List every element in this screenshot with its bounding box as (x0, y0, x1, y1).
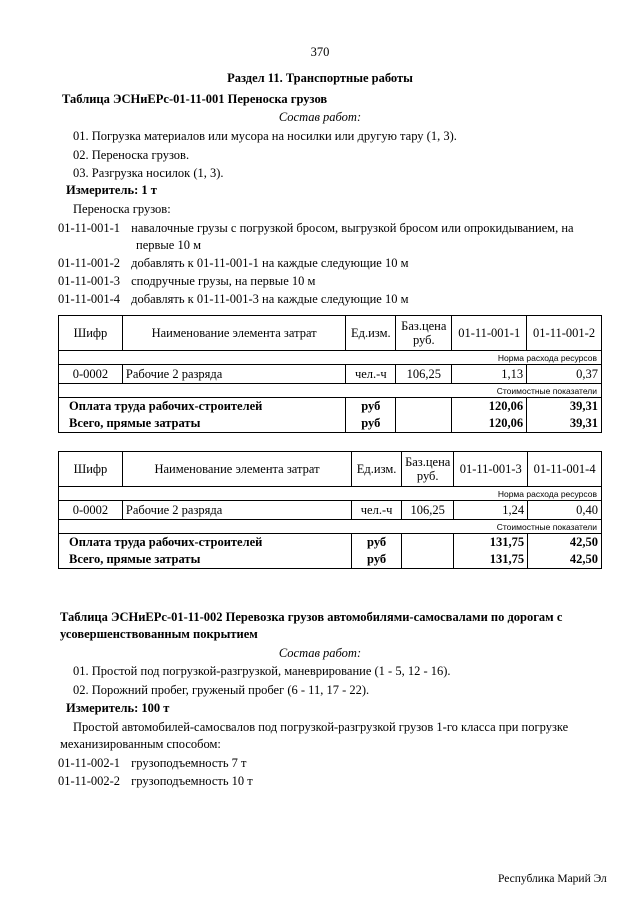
total-name: Оплата труда рабочих-строителей (59, 534, 352, 552)
item-code: 01-11-002-2 (58, 774, 121, 788)
list-item (58, 774, 253, 789)
table2-intro-line2: механизированным способом: (60, 737, 221, 751)
total-value-2: 42,50 (528, 551, 602, 569)
header-unit: Ед.изм. (346, 316, 396, 351)
section-title: Раздел 11. Транспортные работы (227, 71, 413, 85)
total-value-1: 131,75 (454, 551, 528, 569)
item-text: грузоподъемность 7 т (131, 756, 247, 770)
table1-composition-3: 03. Разгрузка носилок (1, 3). (73, 166, 224, 180)
total-name: Всего, прямые затраты (59, 415, 346, 433)
cell-value-2: 0,40 (528, 501, 602, 520)
cost-label: Стоимостные показатели (59, 384, 602, 398)
item-text: грузоподъемность 10 т (131, 774, 253, 788)
header-price: Баз.цена руб. (396, 316, 452, 351)
total-value-1: 120,06 (452, 415, 527, 433)
list-item (58, 292, 409, 307)
header-unit: Ед.изм. (352, 452, 402, 487)
total-name: Всего, прямые затраты (59, 551, 352, 569)
cell-unit: чел.-ч (346, 365, 396, 384)
item-text: добавлять к 01-11-001-1 на каждые следующие 10 м (131, 256, 409, 270)
header-code: Шифр (59, 452, 123, 487)
table2-composition-heading: Состав работ: (278, 646, 362, 660)
header-price: Баз.цена руб. (402, 452, 454, 487)
total-value-1: 131,75 (454, 534, 528, 552)
norm-label: Норма расхода ресурсов (59, 351, 602, 365)
table1-composition-heading: Состав работ: (278, 110, 362, 124)
cell-value-1: 1,13 (452, 365, 527, 384)
list-item (58, 274, 315, 289)
total-unit: руб (346, 398, 396, 416)
total-row (59, 398, 602, 416)
table1-meter: Измеритель: 1 т (66, 183, 157, 197)
total-name: Оплата труда рабочих-строителей (59, 398, 346, 416)
cell-value-1: 1,24 (454, 501, 528, 520)
total-row (59, 551, 602, 569)
table-row (59, 365, 602, 384)
total-value-2: 42,50 (528, 534, 602, 552)
resource-table-b (58, 451, 602, 569)
header-col-1: 01-11-001-3 (454, 452, 528, 487)
table1-title: Таблица ЭСНиЕРс-01-11-001 Переноска грузов (62, 92, 328, 106)
total-row (59, 415, 602, 433)
item-text: навалочные грузы с погрузкой бросом, выгрузкой бросом или опрокидыванием, на (131, 221, 574, 235)
cell-name: Рабочие 2 разряда (122, 501, 351, 520)
list-item (58, 221, 574, 236)
cell-value-2: 0,37 (527, 365, 602, 384)
table-row (59, 501, 602, 520)
item-text-continued: первые 10 м (136, 238, 201, 252)
page-number: 370 (310, 45, 330, 59)
total-value-1: 120,06 (452, 398, 527, 416)
table1-composition-2: 02. Переноска грузов. (73, 148, 190, 162)
item-code: 01-11-002-1 (58, 756, 121, 770)
header-col-2: 01-11-001-2 (527, 316, 602, 351)
item-code: 01-11-001-2 (58, 256, 121, 270)
header-name: Наименование элемента затрат (122, 452, 351, 487)
table2-intro-line1: Простой автомобилей-самосвалов под погрузкой-разгрузкой грузов 1-го класса при погрузке (73, 720, 569, 734)
table2-composition-2: 02. Порожний пробег, груженый пробег (6 - 11, 17 - 22). (73, 683, 370, 697)
total-unit: руб (352, 551, 402, 569)
norm-label: Норма расхода ресурсов (59, 487, 602, 501)
table1-composition-1: 01. Погрузка материалов или мусора на носилки или другую тару (1, 3). (73, 129, 457, 143)
cost-label: Стоимостные показатели (59, 520, 602, 534)
header-col-1: 01-11-001-1 (452, 316, 527, 351)
footer-region: Республика Марий Эл (498, 873, 607, 885)
item-code: 01-11-001-4 (58, 292, 121, 306)
list-item (58, 756, 247, 771)
item-code: 01-11-001-1 (58, 221, 121, 235)
cell-code: 0-0002 (59, 501, 123, 520)
total-unit: руб (352, 534, 402, 552)
header-name: Наименование элемента затрат (122, 316, 345, 351)
table1-intro: Переноска грузов: (73, 202, 171, 216)
total-unit: руб (346, 415, 396, 433)
table2-title-line1: Таблица ЭСНиЕРс-01-11-002 Перевозка грузов автомобилями-самосвалами по дорогам с (60, 610, 563, 624)
item-code: 01-11-001-3 (58, 274, 121, 288)
cell-code: 0-0002 (59, 365, 123, 384)
table2-meter: Измеритель: 100 т (66, 701, 170, 715)
list-item (58, 256, 409, 271)
table2-composition-1: 01. Простой под погрузкой-разгрузкой, маневрирование (1 - 5, 12 - 16). (73, 664, 451, 678)
cell-unit: чел.-ч (352, 501, 402, 520)
total-row (59, 534, 602, 552)
header-col-2: 01-11-001-4 (528, 452, 602, 487)
resource-table-a (58, 315, 602, 433)
header-code: Шифр (59, 316, 123, 351)
item-text: сподручные грузы, на первые 10 м (131, 274, 316, 288)
table2-title-line2: усовершенствованным покрытием (60, 627, 258, 641)
cell-price: 106,25 (402, 501, 454, 520)
item-text: добавлять к 01-11-001-3 на каждые следующие 10 м (131, 292, 409, 306)
total-value-2: 39,31 (527, 415, 602, 433)
total-value-2: 39,31 (527, 398, 602, 416)
cell-name: Рабочие 2 разряда (122, 365, 345, 384)
cell-price: 106,25 (396, 365, 452, 384)
